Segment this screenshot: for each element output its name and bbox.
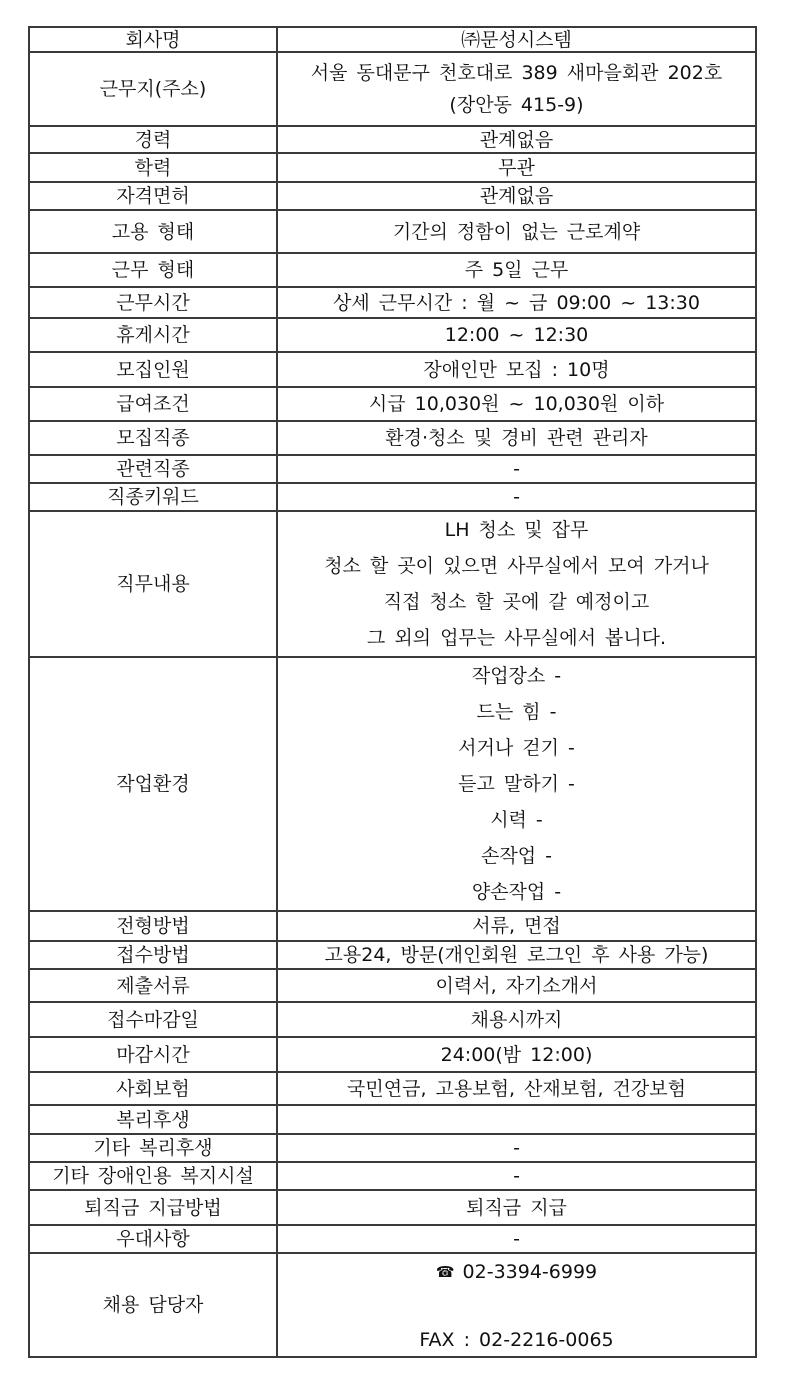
- table-row-social-insurance: [29, 1072, 756, 1105]
- value-line: 서류, 면접: [472, 915, 561, 937]
- value-line: 무관: [498, 156, 535, 179]
- value-line: 서거나 걷기 -: [458, 737, 575, 759]
- benefits-label: 복리후생: [29, 1105, 277, 1134]
- job-category-value: [277, 421, 756, 455]
- license-label: 자격면허: [29, 182, 277, 210]
- value-line: 퇴직금 지급: [466, 1196, 567, 1219]
- salary-label: 급여조건: [29, 387, 277, 421]
- work-hours-value: [277, 287, 756, 318]
- value-line: 24:00(밤 12:00): [440, 1043, 593, 1066]
- selection-method-label: 전형방법: [29, 911, 277, 941]
- deadline-date-value: [277, 1002, 756, 1037]
- severance-pay-label: 퇴직금 지급방법: [29, 1190, 277, 1225]
- phone-icon: [436, 1254, 455, 1290]
- value-line: 작업장소 -: [471, 665, 562, 687]
- table-row-deadline-time: [29, 1037, 756, 1072]
- value-line: -: [513, 1228, 520, 1250]
- application-method-label: 접수방법: [29, 941, 277, 969]
- value-line: 서울 동대문구 천호대로 389 새마을회관 202호: [310, 62, 723, 84]
- job-info-table: [28, 26, 757, 1358]
- value-line: 장애인만 모집 : 10명: [423, 358, 610, 381]
- value-line: LH 청소 및 잡무: [444, 519, 589, 541]
- other-benefits-value: [277, 1134, 756, 1162]
- value-line: 기간의 정함이 없는 근로계약: [392, 220, 641, 243]
- table-row-job-description: [29, 511, 756, 657]
- experience-value: [277, 126, 756, 153]
- table-row-work-address: [29, 52, 756, 126]
- job-description-value: [277, 511, 756, 657]
- work-address-value: [277, 52, 756, 126]
- table-row-disability-facilities: [29, 1162, 756, 1190]
- value-line: -: [513, 1137, 520, 1159]
- license-value: [277, 182, 756, 210]
- social-insurance-value: [277, 1072, 756, 1105]
- value-line: 양손작업 -: [471, 881, 562, 903]
- table-row-deadline-date: [29, 1002, 756, 1037]
- table-row-job-category: [29, 421, 756, 455]
- value-line: 상세 근무시간 : 월 ~ 금 09:00 ~ 13:30: [333, 291, 700, 314]
- value-line: 직접 청소 할 곳에 갈 예정이고: [383, 591, 650, 613]
- job-keywords-value: [277, 483, 756, 511]
- hiring-contact-value: [277, 1253, 756, 1357]
- value-line: 관계없음: [479, 128, 554, 151]
- value-line: 주 5일 근무: [464, 259, 569, 281]
- related-category-value: [277, 455, 756, 483]
- value-line: 손작업 -: [481, 845, 552, 867]
- disability-facilities-value: [277, 1162, 756, 1190]
- application-method-value: [277, 941, 756, 969]
- company-name-label: 회사명: [29, 27, 277, 52]
- value-line: 이력서, 자기소개서: [435, 974, 598, 997]
- selection-method-value: [277, 911, 756, 941]
- work-environment-value: [277, 657, 756, 911]
- benefits-value: [277, 1105, 756, 1134]
- blank-line: [282, 1288, 751, 1322]
- break-time-value: [277, 318, 756, 352]
- table-row-severance-pay: [29, 1190, 756, 1225]
- table-row-work-hours: [29, 287, 756, 318]
- work-hours-label: 근무시간: [29, 287, 277, 318]
- table-row-education: [29, 153, 756, 182]
- table-row-salary: [29, 387, 756, 421]
- value-line: (장안동 415-9): [449, 94, 584, 116]
- table-row-license: [29, 182, 756, 210]
- other-benefits-label: 기타 복리후생: [29, 1134, 277, 1162]
- headcount-label: 모집인원: [29, 352, 277, 387]
- value-line: 그 외의 업무는 사무실에서 봅니다.: [366, 627, 667, 649]
- value-line: 시급 10,030원 ~ 10,030원 이하: [368, 393, 665, 415]
- preferences-value: [277, 1225, 756, 1253]
- table-row-work-type: [29, 253, 756, 287]
- table-row-other-benefits: [29, 1134, 756, 1162]
- table-row-documents: [29, 969, 756, 1002]
- salary-value: [277, 387, 756, 421]
- table-row-break-time: [29, 318, 756, 352]
- value-line: 국민연금, 고용보험, 산재보험, 건강보험: [347, 1077, 686, 1100]
- value-line: ㈜문성시스템: [461, 28, 572, 51]
- value-line: 시력 -: [490, 809, 543, 831]
- value-line: 청소 할 곳이 있으면 사무실에서 모여 가거나: [324, 555, 709, 577]
- headcount-value: [277, 352, 756, 387]
- value-line: 드는 힘 -: [476, 701, 557, 723]
- phone-number: 02-3394-6999: [462, 1261, 598, 1283]
- value-line: 듣고 말하기 -: [458, 773, 575, 795]
- table-row-experience: [29, 126, 756, 153]
- table-row-company-name: [29, 27, 756, 52]
- value-line: -: [513, 458, 520, 480]
- table-row-related-category: [29, 455, 756, 483]
- work-environment-label: 작업환경: [29, 657, 277, 911]
- table-row-preferences: [29, 1225, 756, 1253]
- deadline-time-label: 마감시간: [29, 1037, 277, 1072]
- deadline-date-label: 접수마감일: [29, 1002, 277, 1037]
- documents-label: 제출서류: [29, 969, 277, 1002]
- job-posting-sheet: [28, 26, 757, 1358]
- disability-facilities-label: 기타 장애인용 복지시설: [29, 1162, 277, 1190]
- hiring-contact-label: 채용 담당자: [29, 1253, 277, 1357]
- table-row-application-method: [29, 941, 756, 969]
- preferences-label: 우대사항: [29, 1225, 277, 1253]
- company-name-value: [277, 27, 756, 52]
- employment-type-label: 고용 형태: [29, 210, 277, 253]
- value-line: 채용시까지: [470, 1008, 563, 1031]
- table-row-headcount: [29, 352, 756, 387]
- table-row-work-environment: [29, 657, 756, 911]
- work-type-value: [277, 253, 756, 287]
- work-type-label: 근무 형태: [29, 253, 277, 287]
- fax-number: FAX : 02-2216-0065: [419, 1329, 614, 1351]
- table-row-job-keywords: [29, 483, 756, 511]
- work-address-label: 근무지(주소): [29, 52, 277, 126]
- table-row-hiring-contact: [29, 1253, 756, 1357]
- deadline-time-value: [277, 1037, 756, 1072]
- job-description-label: 직무내용: [29, 511, 277, 657]
- break-time-label: 휴게시간: [29, 318, 277, 352]
- education-value: [277, 153, 756, 182]
- table-row-employment-type: [29, 210, 756, 253]
- value-line: -: [513, 486, 520, 508]
- job-category-label: 모집직종: [29, 421, 277, 455]
- employment-type-value: [277, 210, 756, 253]
- value-line: 환경·청소 및 경비 관련 관리자: [385, 427, 648, 449]
- table-row-benefits: [29, 1105, 756, 1134]
- value-line: 관계없음: [479, 185, 554, 207]
- experience-label: 경력: [29, 126, 277, 153]
- job-keywords-label: 직종키워드: [29, 483, 277, 511]
- value-line: -: [513, 1165, 520, 1187]
- phone-line: [282, 1254, 751, 1288]
- documents-value: [277, 969, 756, 1002]
- value-line: 12:00 ~ 12:30: [444, 324, 589, 346]
- severance-pay-value: [277, 1190, 756, 1225]
- related-category-label: 관련직종: [29, 455, 277, 483]
- education-label: 학력: [29, 153, 277, 182]
- table-row-selection-method: [29, 911, 756, 941]
- social-insurance-label: 사회보험: [29, 1072, 277, 1105]
- value-line: 고용24, 방문(개인회원 로그인 후 사용 가능): [324, 944, 709, 966]
